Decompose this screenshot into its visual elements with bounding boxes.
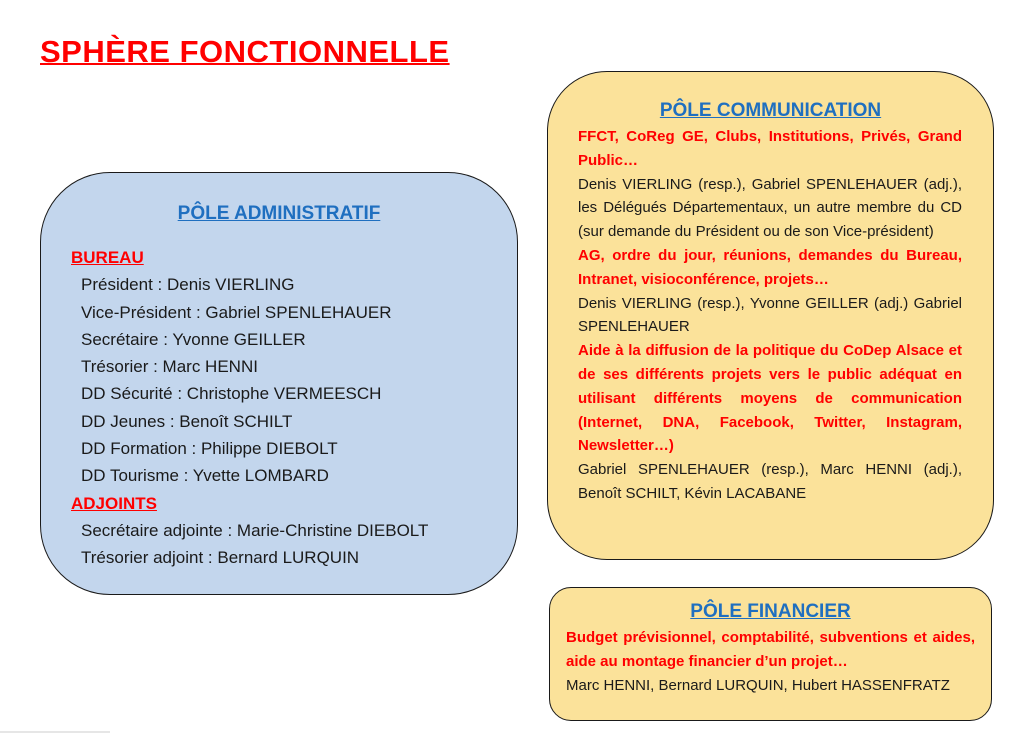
pole-financier-box (549, 587, 992, 721)
bureau-member: DD Jeunes : Benoît SCHILT (81, 411, 293, 431)
adjoint-member: Trésorier adjoint : Bernard LURQUIN (81, 548, 360, 568)
pole-communication-content (578, 125, 962, 506)
page-title: SPHÈRE FONCTIONNELLE (40, 34, 450, 69)
bureau-member: Vice-Président : Gabriel SPENLEHAUER (81, 302, 392, 322)
pole-communication-box (547, 71, 994, 560)
adjoints-label: ADJOINTS (71, 493, 157, 513)
financier-members: Marc HENNI, Bernard LURQUIN, Hubert HASSENFRATZ (566, 676, 950, 694)
pole-administratif-box (40, 172, 518, 595)
bureau-member: Président : Denis VIERLING (81, 275, 295, 295)
bureau-member: DD Formation : Philippe DIEBOLT (81, 439, 338, 459)
bureau-member: DD Sécurité : Christophe VERMEESCH (81, 384, 382, 404)
communication-diffusion: Aide à la diffusion de la politique du CoDep Alsace et de ses différents projets vers le public adéquat en utilisant différents moyens de communication (Internet, DNA, Facebook, Twitter, Instagram, Newsletter…) (578, 342, 962, 455)
communication-audience: FFCT, CoReg GE, Clubs, Institutions, Privés, Grand Public… (578, 128, 962, 169)
pole-financier-content (566, 626, 975, 697)
adjoint-member: Secrétaire adjointe : Marie-Christine DIEBOLT (81, 520, 429, 540)
bureau-member: Trésorier : Marc HENNI (81, 357, 258, 377)
pole-communication-title: PÔLE COMMUNICATION (659, 100, 882, 121)
bottom-divider (0, 731, 110, 733)
communication-members: Denis VIERLING (resp.), Gabriel SPENLEHAUER (adj.), les Délégués Départementaux, un autre membre du CD (sur demande du Président ou de son Vice-président) (578, 175, 962, 241)
communication-members: Gabriel SPENLEHAUER (resp.), Marc HENNI (adj.), Benoît SCHILT, Kévin LACABANE (578, 461, 962, 502)
bureau-label: BUREAU (71, 248, 144, 267)
communication-internal: AG, ordre du jour, réunions, demandes du Bureau, Intranet, visioconférence, projets… (578, 246, 962, 288)
pole-financier-title: PÔLE FINANCIER (690, 601, 851, 622)
pole-administratif-title: PÔLE ADMINISTRATIF (177, 203, 381, 224)
bureau-member: Secrétaire : Yvonne GEILLER (81, 329, 306, 349)
pole-administratif-content (71, 244, 491, 572)
bureau-member: DD Tourisme : Yvette LOMBARD (81, 466, 329, 486)
financier-missions: Budget prévisionnel, comptabilité, subventions et aides, aide au montage financier d’un projet… (566, 629, 975, 670)
communication-members: Denis VIERLING (resp.), Yvonne GEILLER (adj.) Gabriel SPENLEHAUER (578, 294, 962, 336)
